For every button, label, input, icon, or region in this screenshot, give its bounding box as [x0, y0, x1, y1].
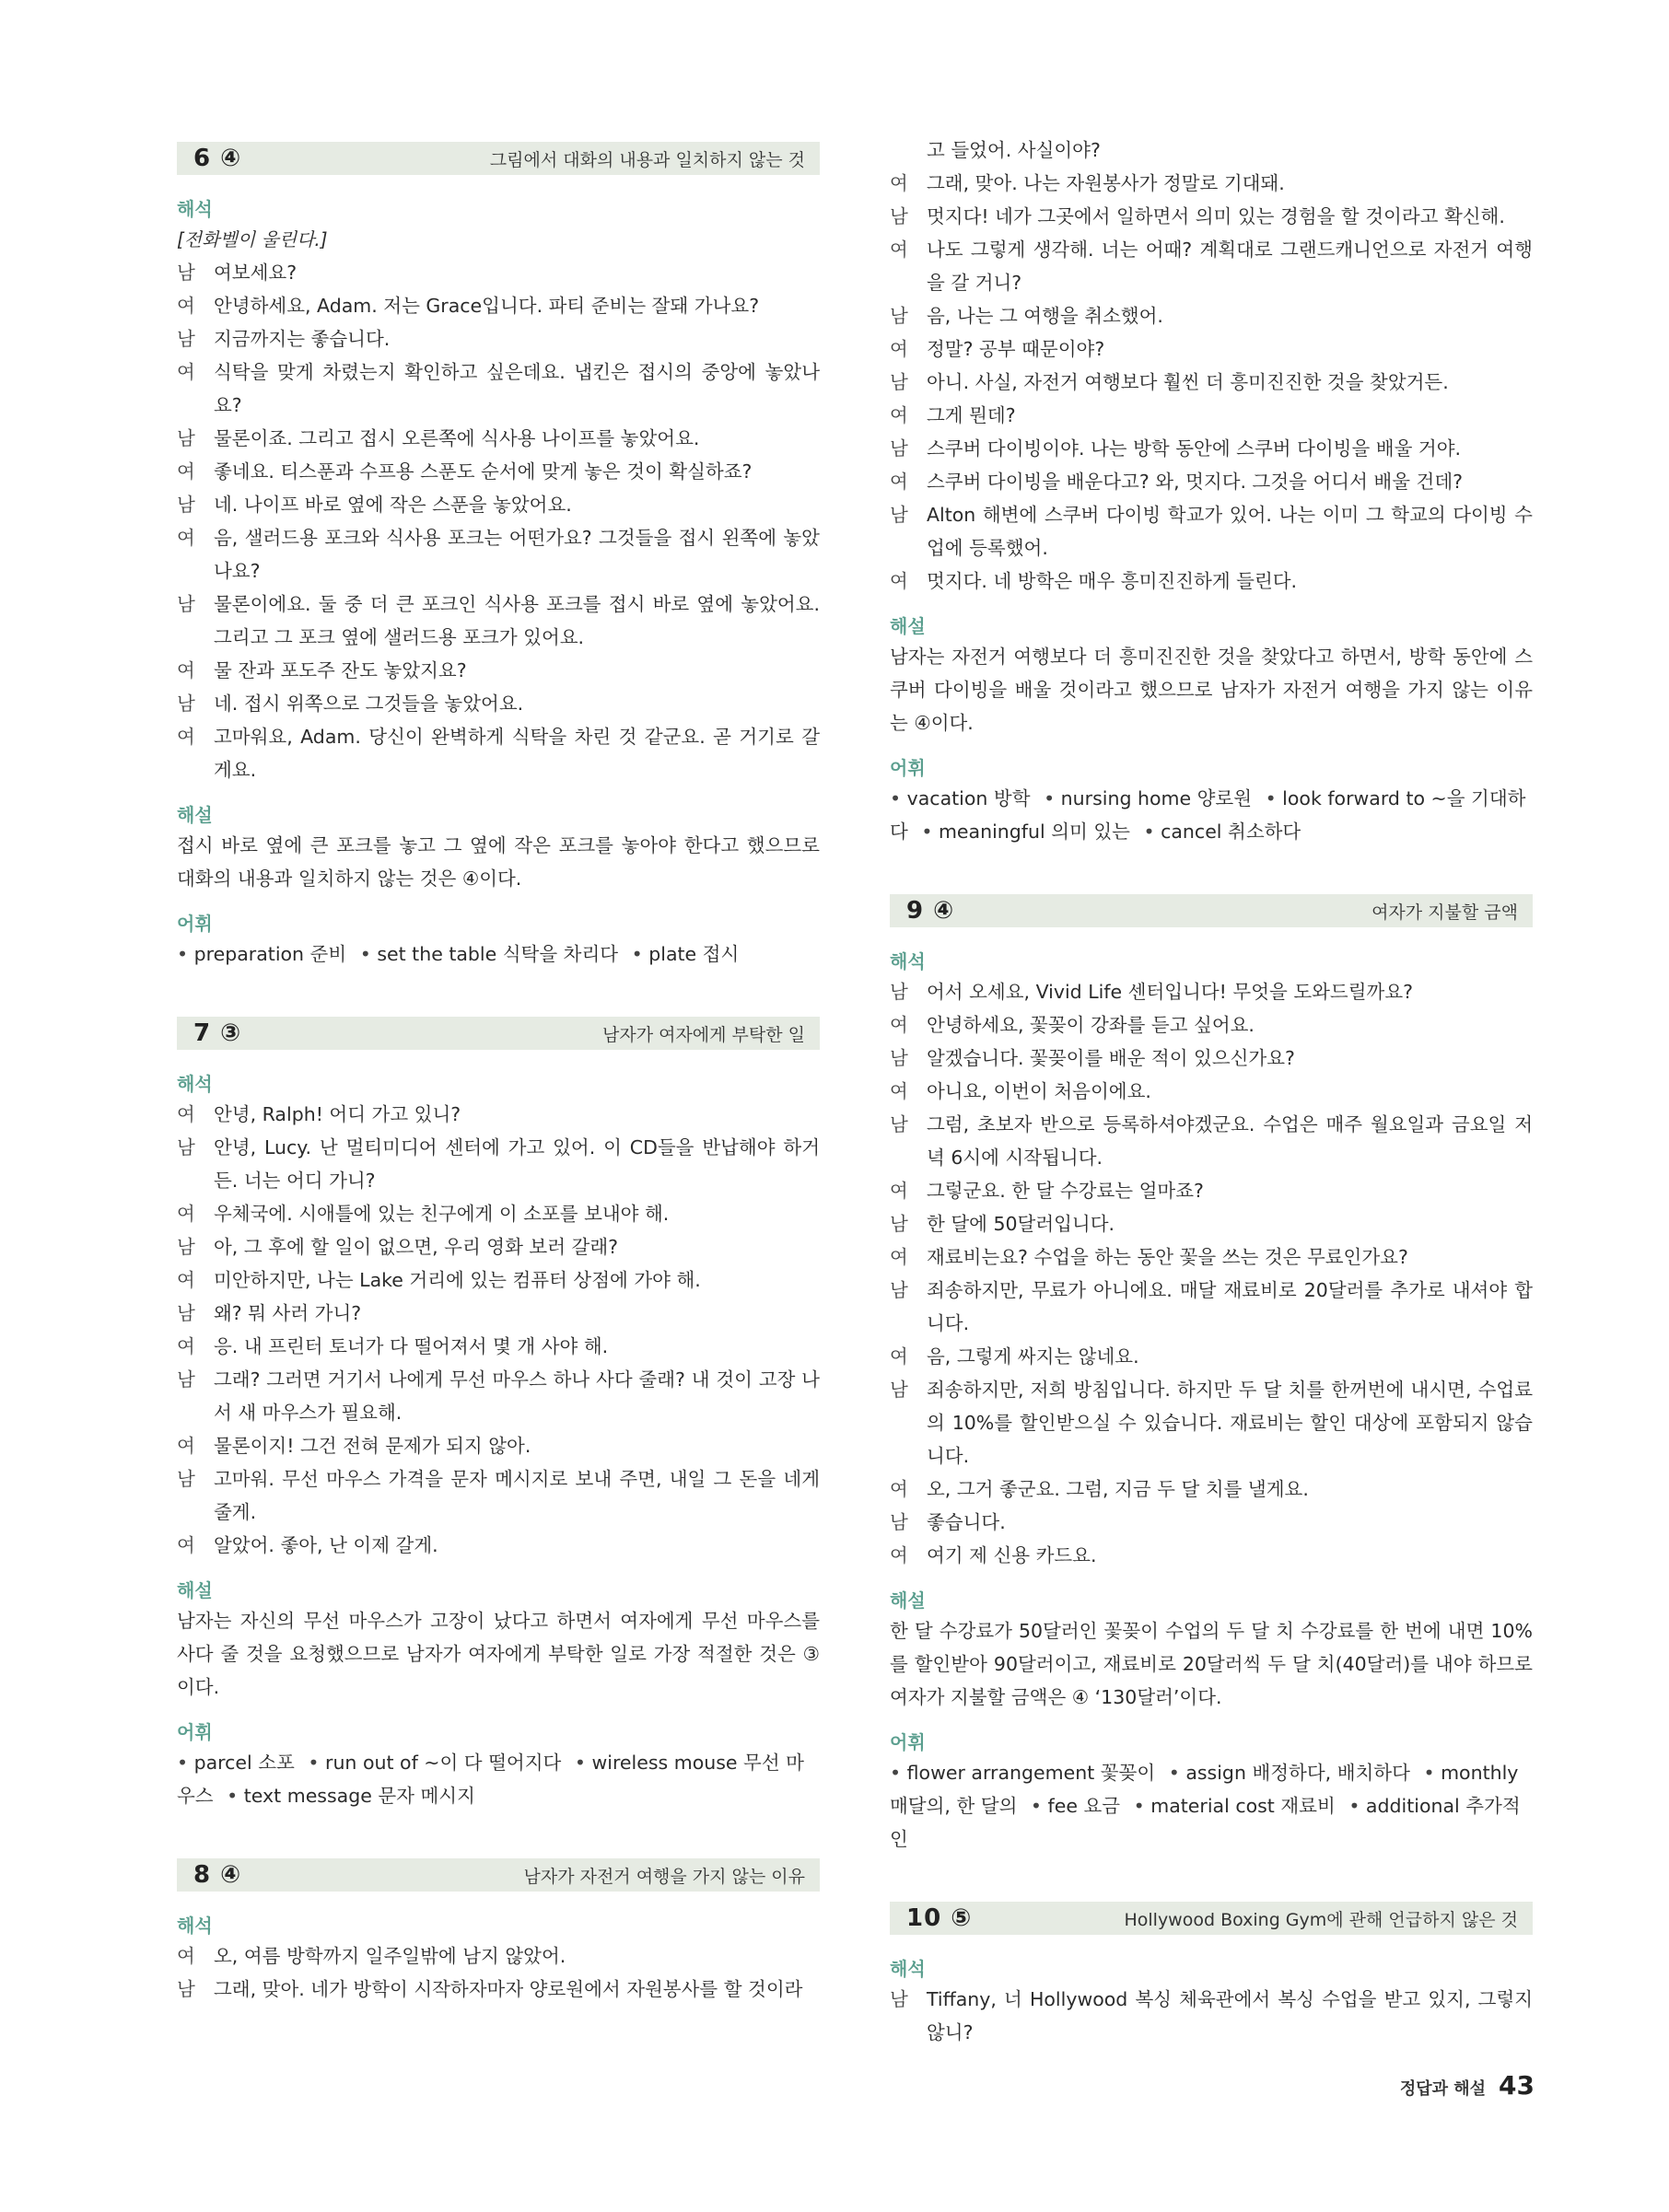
dialogue-text: 식탁을 맞게 차렸는지 확인하고 싶은데요. 냅킨은 접시의 중앙에 놓았나요? — [214, 361, 820, 416]
dialogue-line — [177, 588, 820, 654]
dialogue-line — [177, 1263, 820, 1297]
q8-header — [177, 1858, 820, 1892]
speaker-label: 남 — [177, 1136, 195, 1158]
vocab-item: • fee 요금 — [1031, 1795, 1120, 1817]
q7-section-label: 해석 — [177, 1073, 213, 1095]
speaker-label: 여 — [177, 726, 195, 748]
dialogue-text: 어서 오세요, Vivid Life 센터입니다! 무엇을 도와드릴까요? — [927, 981, 1414, 1003]
q6-dialogue — [177, 256, 820, 786]
dialogue-line — [177, 355, 820, 422]
dialogue-text: 우체국에. 시애틀에 있는 친구에게 이 소포를 보내야 해. — [214, 1203, 670, 1225]
q10-topic: Hollywood Boxing Gym에 관해 언급하지 않은 것 — [1124, 1909, 1518, 1930]
dialogue-text: Tiffany, 너 Hollywood 복싱 체육관에서 복싱 수업을 받고 있지, 그렇지 않니? — [927, 1988, 1533, 2043]
vocab-item: • meaningful 의미 있는 — [921, 821, 1130, 843]
dialogue-text: 음, 샐러드용 포크와 식사용 포크는 어떤가요? 그것들을 접시 왼쪽에 놓았나요? — [214, 527, 820, 582]
dialogue-line — [890, 1473, 1533, 1506]
dialogue-line — [890, 332, 1533, 366]
speaker-label: 남 — [890, 305, 908, 327]
vocab-item: • material cost 재료비 — [1134, 1795, 1336, 1817]
speaker-label: 여 — [890, 471, 908, 493]
speaker-label: 남 — [177, 1302, 195, 1324]
speaker-label: 여 — [177, 295, 195, 317]
dialogue-line — [890, 1008, 1533, 1042]
dialogue-line — [890, 975, 1533, 1008]
dialogue-line — [177, 1098, 820, 1131]
dialogue-text: 오, 그거 좋군요. 그럼, 지금 두 달 치를 낼게요. — [927, 1478, 1309, 1500]
dialogue-line — [890, 1207, 1533, 1240]
speaker-label: 남 — [177, 593, 195, 615]
q6-explain: 접시 바로 옆에 큰 포크를 놓고 그 옆에 작은 포크를 놓아야 한다고 했으므로 대화의 내용과 일치하지 않는 것은 ④이다. — [177, 834, 820, 890]
speaker-label: 여 — [177, 659, 195, 681]
dialogue-text: 스쿠버 다이빙을 배운다고? 와, 멋지다. 그것을 어디서 배울 건데? — [927, 471, 1463, 493]
vocab-item: • additional 추가적인 — [890, 1795, 1521, 1850]
dialogue-text: 안녕, Ralph! 어디 가고 있니? — [214, 1103, 461, 1125]
dialogue-line — [890, 233, 1533, 299]
q9-dialogue — [890, 975, 1533, 1572]
dialogue-line — [890, 399, 1533, 432]
speaker-label: 남 — [177, 1236, 195, 1258]
q8-section-label: 해석 — [177, 1915, 213, 1937]
right-column — [890, 134, 1533, 2049]
speaker-label: 여 — [890, 338, 908, 360]
q10-dialogue — [890, 1983, 1533, 2049]
dialogue-line — [890, 1240, 1533, 1274]
dialogue-text: 아니요, 이번이 처음이에요. — [927, 1080, 1151, 1102]
dialogue-line — [177, 1462, 820, 1529]
q6-note: [전화벨이 울린다.] — [177, 228, 328, 250]
dialogue-line — [890, 1274, 1533, 1340]
speaker-label: 남 — [177, 262, 195, 284]
dialogue-line — [177, 687, 820, 720]
q9-vocab — [890, 1756, 1533, 1856]
speaker-label: 여 — [890, 239, 908, 261]
dialogue-text: 아, 그 후에 할 일이 없으면, 우리 영화 보러 갈래? — [214, 1236, 619, 1258]
dialogue-text: 네. 나이프 바로 옆에 작은 스푼을 놓았어요. — [214, 494, 572, 516]
speaker-label: 여 — [890, 1246, 908, 1268]
page-number: 43 — [1499, 2070, 1535, 2101]
dialogue-text: 안녕하세요, 꽃꽂이 강좌를 듣고 싶어요. — [927, 1014, 1255, 1036]
speaker-label: 여 — [177, 527, 195, 549]
vocab-item: • wireless mouse 무선 마우스 — [177, 1752, 804, 1807]
dialogue-line — [890, 1983, 1533, 2049]
speaker-label: 여 — [890, 1014, 908, 1036]
footer-title: 정답과 해설 — [1399, 2079, 1487, 2099]
dialogue-line — [890, 1108, 1533, 1174]
speaker-label: 남 — [890, 1279, 908, 1301]
dialogue-line — [890, 1373, 1533, 1473]
q8-vocab — [890, 782, 1533, 848]
q10-header — [890, 1902, 1533, 1935]
speaker-label: 남 — [890, 981, 908, 1003]
dialogue-text: 지금까지는 좋습니다. — [214, 328, 391, 350]
dialogue-text: 그래, 맞아. 나는 자원봉사가 정말로 기대돼. — [927, 172, 1285, 194]
dialogue-text: 죄송하지만, 저희 방침입니다. 하지만 두 달 치를 한꺼번에 내시면, 수업료의 10%를 할인받으실 수 있습니다. 재료비는 할인 대상에 포함되지 않습니다. — [927, 1379, 1533, 1467]
dialogue-text: 한 달에 50달러입니다. — [927, 1213, 1115, 1235]
dialogue-text: 여기 제 신용 카드요. — [927, 1544, 1097, 1566]
dialogue-text: 고마워. 무선 마우스 가격을 문자 메시지로 보내 주면, 내일 그 돈을 네게 줄게. — [214, 1468, 820, 1523]
dialogue-line — [177, 1197, 820, 1230]
q6-number: 6 ④ — [193, 145, 242, 172]
dialogue-text: 네. 접시 위쪽으로 그것들을 놓았어요. — [214, 693, 524, 715]
q9-number: 9 ④ — [906, 897, 955, 925]
dialogue-line — [177, 654, 820, 687]
dialogue-line — [890, 1075, 1533, 1108]
dialogue-line — [177, 422, 820, 455]
vocab-item: • preparation 준비 — [177, 943, 346, 965]
q7-explain-label: 해설 — [177, 1579, 213, 1601]
speaker-label: 남 — [177, 494, 195, 516]
dialogue-line — [177, 1330, 820, 1363]
q8-dialogue-continued — [890, 134, 1533, 598]
speaker-label: 남 — [890, 437, 908, 460]
dialogue-text: 음, 그렇게 싸지는 않네요. — [927, 1345, 1139, 1368]
vocab-item: • monthly 매달의, 한 달의 — [890, 1762, 1518, 1817]
q6-header — [177, 142, 820, 175]
q9-header — [890, 894, 1533, 927]
dialogue-line — [177, 1429, 820, 1462]
left-column — [177, 142, 820, 2006]
speaker-label: 여 — [890, 1478, 908, 1500]
q7-header — [177, 1017, 820, 1050]
dialogue-text: 알았어. 좋아, 난 이제 갈게. — [214, 1534, 438, 1556]
dialogue-text: 좋습니다. — [927, 1511, 1006, 1533]
dialogue-text: 오, 여름 방학까지 일주일밖에 남지 않았어. — [214, 1945, 566, 1967]
speaker-label — [890, 134, 927, 167]
dialogue-text: 그렇군요. 한 달 수강료는 얼마죠? — [927, 1180, 1204, 1202]
dialogue-line — [890, 1506, 1533, 1539]
q9-topic: 여자가 지불할 금액 — [1371, 902, 1518, 923]
vocab-item: • text message 문자 메시지 — [227, 1785, 475, 1807]
dialogue-text: 멋지다! 네가 그곳에서 일하면서 의미 있는 경험을 할 것이라고 확신해. — [927, 205, 1505, 227]
dialogue-text: 그래? 그러면 거기서 나에게 무선 마우스 하나 사다 줄래? 내 것이 고장 나서 새 마우스가 필요해. — [214, 1368, 820, 1424]
dialogue-text: 죄송하지만, 무료가 아니에요. 매달 재료비로 20달러를 추가로 내셔야 합니다. — [927, 1279, 1533, 1334]
speaker-label: 여 — [177, 1534, 195, 1556]
dialogue-line — [177, 322, 820, 355]
dialogue-line — [177, 1363, 820, 1429]
speaker-label: 여 — [890, 404, 908, 426]
dialogue-line — [177, 1131, 820, 1197]
q6-section-label: 해석 — [177, 198, 213, 220]
q8-number: 8 ④ — [193, 1861, 242, 1889]
vocab-item: • nursing home 양로원 — [1044, 787, 1252, 809]
vocab-item: • plate 접시 — [632, 943, 740, 965]
dialogue-line — [890, 465, 1533, 498]
q6-explain-label: 해설 — [177, 804, 213, 826]
q7-dialogue — [177, 1098, 820, 1562]
vocab-item: • run out of ~이 다 떨어지다 — [308, 1752, 561, 1774]
dialogue-text: 물론이에요. 둘 중 더 큰 포크인 식사용 포크를 접시 바로 옆에 놓았어요. 그리고 그 포크 옆에 샐러드용 포크가 있어요. — [214, 593, 820, 648]
dialogue-line — [177, 1230, 820, 1263]
dialogue-text: 그래, 맞아. 네가 방학이 시작하자마자 양로원에서 자원봉사를 할 것이라 — [214, 1978, 803, 2000]
dialogue-text: 멋지다. 네 방학은 매우 흥미진진하게 들린다. — [927, 570, 1298, 592]
q9-explain: 한 달 수강료가 50달러인 꽃꽂이 수업의 두 달 치 수강료를 한 번에 내면 10%를 할인받아 90달러이고, 재료비로 20달러씩 두 달 치(40달러)를 내야 하므로 여자가 지불할 금액은 ④ ‘130달러’이다. — [890, 1620, 1533, 1708]
speaker-label: 여 — [890, 1544, 908, 1566]
q7-explain: 남자는 자신의 무선 마우스가 고장이 났다고 하면서 여자에게 무선 마우스를 사다 줄 것을 요청했으므로 남자가 여자에게 부탁한 일로 가장 적절한 것은 ③이다. — [177, 1610, 820, 1698]
dialogue-text: 안녕하세요, Adam. 저는 Grace입니다. 파티 준비는 잘돼 가나요? — [214, 295, 760, 317]
dialogue-text: 여보세요? — [214, 262, 298, 284]
q7-topic: 남자가 여자에게 부탁한 일 — [601, 1024, 805, 1045]
vocab-item: • flower arrangement 꽃꽂이 — [890, 1762, 1155, 1784]
dialogue-line — [177, 256, 820, 289]
vocab-item: • look forward to ~을 기대하다 — [890, 787, 1525, 843]
dialogue-line — [177, 720, 820, 786]
dialogue-line — [177, 1973, 820, 2006]
speaker-label: 남 — [890, 1988, 908, 2010]
q10-section-label: 해석 — [890, 1958, 926, 1980]
speaker-label: 여 — [177, 1945, 195, 1967]
speaker-label: 여 — [890, 1080, 908, 1102]
dialogue-line — [890, 1174, 1533, 1207]
page-footer — [1400, 2070, 1535, 2101]
speaker-label: 남 — [177, 1978, 195, 2000]
dialogue-line — [177, 1939, 820, 1973]
vocab-item: • assign 배정하다, 배치하다 — [1169, 1762, 1410, 1784]
q10-number: 10 ⑤ — [906, 1904, 973, 1932]
q9-explain-label: 해설 — [890, 1589, 926, 1612]
dialogue-line — [890, 1340, 1533, 1373]
speaker-label: 남 — [177, 693, 195, 715]
vocab-item: • cancel 취소하다 — [1143, 821, 1301, 843]
dialogue-text: 좋네요. 티스푼과 수프용 스푼도 순서에 맞게 놓은 것이 확실하죠? — [214, 460, 753, 483]
dialogue-line — [890, 134, 1533, 167]
dialogue-text: 물론이죠. 그리고 접시 오른쪽에 식사용 나이프를 놓았어요. — [214, 427, 700, 449]
speaker-label: 남 — [177, 1368, 195, 1391]
speaker-label: 여 — [177, 361, 195, 383]
vocab-item: • parcel 소포 — [177, 1752, 295, 1774]
q6-vocab — [177, 937, 820, 971]
dialogue-text: 고 들었어. 사실이야? — [927, 139, 1101, 161]
speaker-label: 여 — [890, 172, 908, 194]
q8-vocab-label: 어휘 — [890, 757, 926, 779]
speaker-label: 남 — [177, 328, 195, 350]
dialogue-text: 응. 내 프린터 토너가 다 떨어져서 몇 개 사야 해. — [214, 1335, 609, 1357]
dialogue-line — [177, 521, 820, 588]
dialogue-text: 나도 그렇게 생각해. 너는 어때? 계획대로 그랜드캐니언으로 자전거 여행을 갈 거니? — [927, 239, 1533, 294]
dialogue-text: 음, 나는 그 여행을 취소했어. — [927, 305, 1163, 327]
q9-vocab-label: 어휘 — [890, 1731, 926, 1753]
dialogue-text: 그게 뭔데? — [927, 404, 1016, 426]
dialogue-line — [177, 455, 820, 488]
speaker-label: 남 — [177, 1468, 195, 1490]
speaker-label: 여 — [890, 1345, 908, 1368]
dialogue-line — [177, 1529, 820, 1562]
speaker-label: 남 — [890, 1511, 908, 1533]
q8-topic: 남자가 자전거 여행을 가지 않는 이유 — [523, 1866, 805, 1887]
dialogue-text: 알겠습니다. 꽃꽂이를 배운 적이 있으신가요? — [927, 1047, 1295, 1069]
q7-vocab-label: 어휘 — [177, 1721, 213, 1743]
speaker-label: 남 — [890, 1113, 908, 1135]
speaker-label: 여 — [890, 1180, 908, 1202]
dialogue-text: 고마워요, Adam. 당신이 완벽하게 식탁을 차린 것 같군요. 곧 거기로 갈게요. — [214, 726, 820, 781]
dialogue-line — [890, 565, 1533, 598]
vocab-item: • set the table 식탁을 차리다 — [360, 943, 618, 965]
speaker-label: 남 — [890, 371, 908, 393]
dialogue-line — [177, 289, 820, 322]
dialogue-text: 재료비는요? 수업을 하는 동안 꽃을 쓰는 것은 무료인가요? — [927, 1246, 1408, 1268]
speaker-label: 남 — [890, 1213, 908, 1235]
q6-vocab-label: 어휘 — [177, 913, 213, 935]
dialogue-line — [890, 167, 1533, 200]
speaker-label: 여 — [890, 570, 908, 592]
dialogue-text: 물 잔과 포도주 잔도 놓았지요? — [214, 659, 467, 681]
speaker-label: 남 — [890, 1379, 908, 1401]
dialogue-text: 미안하지만, 나는 Lake 거리에 있는 컴퓨터 상점에 가야 해. — [214, 1269, 701, 1291]
q8-explain: 남자는 자전거 여행보다 더 흥미진진한 것을 찾았다고 하면서, 방학 동안에 스쿠버 다이빙을 배울 것이라고 했으므로 남자가 자전거 여행을 가지 않는 이유는 ④이다. — [890, 646, 1533, 734]
q6-topic: 그림에서 대화의 내용과 일치하지 않는 것 — [489, 149, 805, 170]
speaker-label: 남 — [890, 504, 908, 526]
dialogue-line — [890, 1539, 1533, 1572]
dialogue-line — [890, 366, 1533, 399]
q7-number: 7 ③ — [193, 1019, 242, 1047]
q8-explain-label: 해설 — [890, 615, 926, 637]
dialogue-text: 왜? 뭐 사러 가니? — [214, 1302, 362, 1324]
speaker-label: 여 — [177, 1335, 195, 1357]
speaker-label: 남 — [890, 1047, 908, 1069]
dialogue-line — [890, 1042, 1533, 1075]
vocab-item: • vacation 방학 — [890, 787, 1031, 809]
dialogue-text: Alton 해변에 스쿠버 다이빙 학교가 있어. 나는 이미 그 학교의 다이빙 수업에 등록했어. — [927, 504, 1533, 559]
dialogue-text: 안녕, Lucy. 난 멀티미디어 센터에 가고 있어. 이 CD들을 반납해야 하거든. 너는 어디 가니? — [214, 1136, 820, 1192]
q7-vocab — [177, 1746, 820, 1812]
dialogue-line — [177, 488, 820, 521]
dialogue-line — [890, 200, 1533, 233]
q9-section-label: 해석 — [890, 950, 926, 972]
dialogue-text: 아니. 사실, 자전거 여행보다 훨씬 더 흥미진진한 것을 찾았거든. — [927, 371, 1449, 393]
dialogue-text: 그럼, 초보자 반으로 등록하셔야겠군요. 수업은 매주 월요일과 금요일 저녁 6시에 시작됩니다. — [927, 1113, 1533, 1169]
speaker-label: 여 — [177, 1203, 195, 1225]
dialogue-line — [177, 1297, 820, 1330]
dialogue-text: 정말? 공부 때문이야? — [927, 338, 1105, 360]
speaker-label: 여 — [177, 1103, 195, 1125]
dialogue-line — [890, 299, 1533, 332]
speaker-label: 여 — [177, 1269, 195, 1291]
dialogue-text: 스쿠버 다이빙이야. 나는 방학 동안에 스쿠버 다이빙을 배울 거야. — [927, 437, 1462, 460]
speaker-label: 남 — [177, 427, 195, 449]
dialogue-line — [890, 498, 1533, 565]
speaker-label: 여 — [177, 1435, 195, 1457]
dialogue-line — [890, 432, 1533, 465]
speaker-label: 남 — [890, 205, 908, 227]
speaker-label: 여 — [177, 460, 195, 483]
dialogue-text: 물론이지! 그건 전혀 문제가 되지 않아. — [214, 1435, 531, 1457]
q8-dialogue-start — [177, 1939, 820, 2006]
